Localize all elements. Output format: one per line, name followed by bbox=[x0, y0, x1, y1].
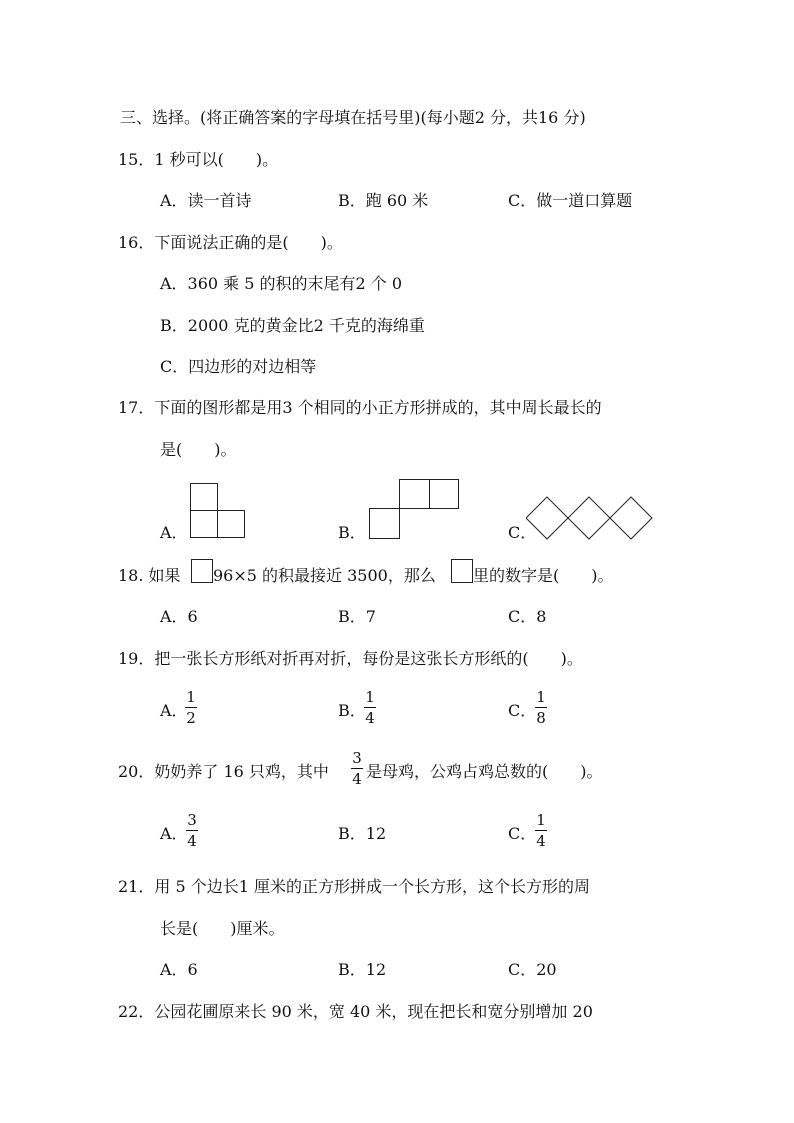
q20-stem-part1: 20．奶奶养了 16 只鸡，其中 bbox=[118, 762, 329, 781]
q20-option-a-label: A． bbox=[160, 824, 188, 843]
fraction-numerator: 1 bbox=[536, 811, 546, 829]
fraction-bar bbox=[364, 707, 376, 708]
fraction-denominator: 8 bbox=[536, 709, 546, 727]
fraction-bar bbox=[535, 707, 547, 708]
q19-option-b-fraction bbox=[364, 688, 376, 727]
q22-stem-line1: 22．公园花圃原来长 90 米，宽 40 米，现在把长和宽分别增加 20 bbox=[118, 1002, 593, 1021]
q21-option-c: C．20 bbox=[508, 960, 557, 979]
q18-stem-part2: 96×5 的积最接近 3500，那么 bbox=[213, 566, 436, 585]
q19-option-a-label: A． bbox=[160, 701, 188, 720]
q18-stem-part1: 18. 如果 bbox=[118, 566, 181, 585]
q21-stem-line2: 长是( )厘米。 bbox=[160, 919, 285, 938]
q20-option-c-fraction bbox=[535, 811, 547, 850]
q18-stem-part3: 里的数字是( )。 bbox=[473, 566, 614, 585]
q19-option-c-label: C． bbox=[508, 701, 537, 720]
q17-option-b-label: B． bbox=[338, 523, 366, 542]
q20-stem-part2: 是母鸡，公鸡占鸡总数的( )。 bbox=[366, 762, 603, 781]
fraction-denominator: 2 bbox=[186, 709, 196, 727]
q19-option-c-fraction bbox=[535, 688, 547, 727]
fraction-denominator: 4 bbox=[365, 709, 375, 727]
q18-option-c: C．8 bbox=[508, 607, 547, 626]
q16-stem: 16．下面说法正确的是( )。 bbox=[118, 233, 343, 252]
fraction-bar bbox=[535, 830, 547, 831]
q20-option-b: B．12 bbox=[338, 824, 387, 843]
q15-option-a: A．读一首诗 bbox=[160, 191, 252, 210]
q17-stem-line1: 17．下面的图形都是用3 个相同的小正方形拼成的，其中周长最长的 bbox=[118, 398, 602, 417]
fraction-bar bbox=[185, 707, 197, 708]
q20-option-a-fraction bbox=[186, 811, 198, 850]
q20-option-c-label: C． bbox=[508, 824, 537, 843]
q17-stem-line2: 是( )。 bbox=[160, 440, 237, 459]
q17-shape-a bbox=[190, 483, 247, 540]
q15-option-b: B．跑 60 米 bbox=[338, 191, 429, 210]
q19-option-a-fraction bbox=[185, 688, 197, 727]
fraction-numerator: 3 bbox=[352, 749, 362, 767]
q17-option-c-label: C． bbox=[508, 523, 537, 542]
fraction-bar bbox=[351, 768, 363, 769]
q19-option-b-label: B． bbox=[338, 701, 366, 720]
q19-stem: 19．把一张长方形纸对折再对折，每份是这张长方形纸的( )。 bbox=[118, 649, 583, 668]
section-header: 三、选择。(将正确答案的字母填在括号里)(每小题2 分，共16 分) bbox=[120, 108, 586, 127]
fraction-bar bbox=[186, 830, 198, 831]
q17-shape-c bbox=[526, 496, 654, 540]
fraction-numerator: 1 bbox=[536, 688, 546, 706]
q17-shape-b bbox=[369, 479, 461, 540]
fraction-numerator: 1 bbox=[186, 688, 196, 706]
q18-option-b: B．7 bbox=[338, 607, 376, 626]
q17-option-a-label: A． bbox=[160, 523, 188, 542]
q16-option-b: B．2000 克的黄金比2 千克的海绵重 bbox=[160, 316, 425, 335]
fraction-denominator: 4 bbox=[536, 832, 546, 850]
q21-option-a: A．6 bbox=[160, 960, 198, 979]
q18-blank-box-1 bbox=[191, 559, 213, 583]
q21-option-b: B．12 bbox=[338, 960, 387, 979]
q18-option-a: A．6 bbox=[160, 607, 198, 626]
fraction-numerator: 1 bbox=[365, 688, 375, 706]
q16-option-a: A．360 乘 5 的积的末尾有2 个 0 bbox=[160, 274, 403, 293]
fraction-denominator: 4 bbox=[187, 832, 197, 850]
q15-stem: 15．1 秒可以( )。 bbox=[118, 150, 279, 169]
q15-option-c: C．做一道口算题 bbox=[508, 191, 633, 210]
fraction-numerator: 3 bbox=[187, 811, 197, 829]
q16-option-c: C．四边形的对边相等 bbox=[160, 357, 317, 376]
q21-stem-line1: 21．用 5 个边长1 厘米的正方形拼成一个长方形，这个长方形的周 bbox=[118, 877, 590, 896]
q20-stem-fraction bbox=[351, 749, 363, 788]
fraction-denominator: 4 bbox=[352, 770, 362, 788]
q18-blank-box-2 bbox=[451, 559, 473, 583]
